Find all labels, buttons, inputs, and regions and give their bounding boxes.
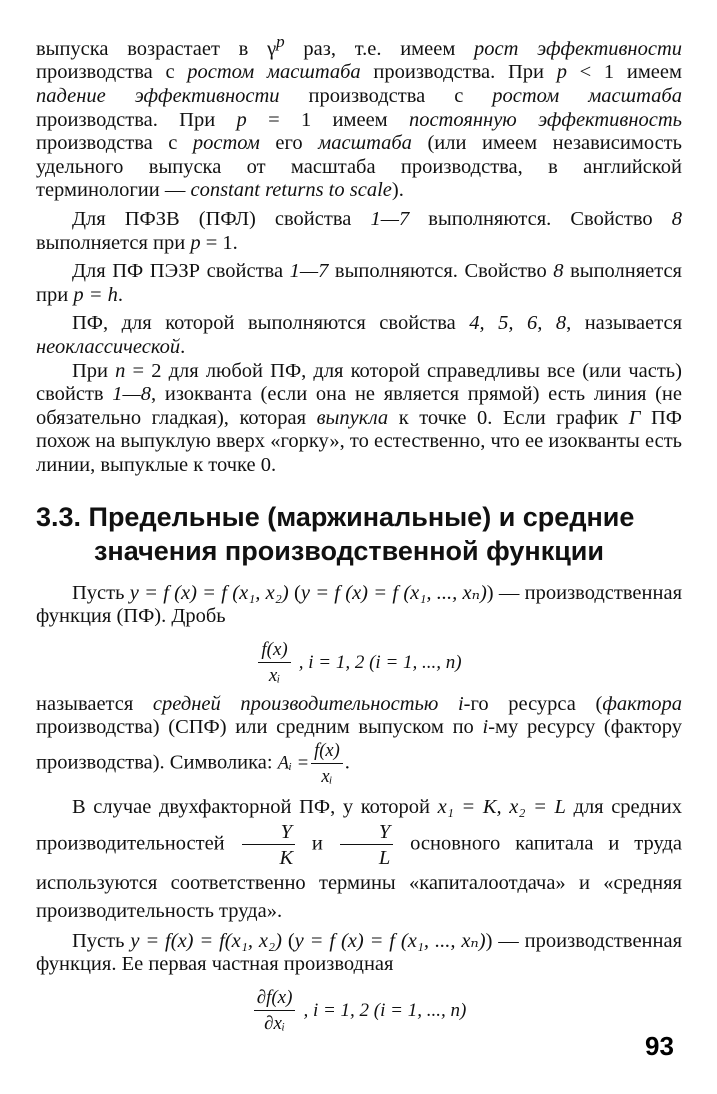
formula-tail: , i = 1, 2 (i = 1, ..., n)	[298, 651, 462, 673]
fraction	[258, 639, 290, 687]
symbol-a-i: Aᵢ =	[277, 753, 310, 774]
heading-line-1: 3.3. Предельные (маржинальные) и средние	[36, 501, 635, 532]
text: , изокванта (если она не является прямой) есть линия (не обязательно гладкая), которая	[36, 383, 682, 429]
text: ПФ похож на выпуклую вверх «горку», то естественно, что ее изокванты есть линии, выпуклые к точке 0.	[36, 406, 682, 476]
text: n	[115, 359, 126, 382]
formula-average-product	[36, 639, 682, 687]
text: (	[288, 581, 301, 604]
fraction	[254, 987, 296, 1035]
text: ростом масштаба	[187, 61, 361, 84]
text: Для ПФЗВ (ПФЛ) свойства	[72, 207, 371, 230]
paragraph-two-factor	[36, 793, 682, 925]
text: p	[276, 32, 285, 51]
paragraph-pfzv	[36, 208, 682, 255]
text: = 1.	[200, 231, 238, 254]
text: -му ресурсу (фактору производства). Символика:	[36, 716, 682, 774]
formula-marginal-product	[36, 987, 682, 1035]
text: = 1 имеем	[246, 108, 409, 131]
text: масштаба	[318, 132, 412, 155]
text: выпуска возрастает в γ	[36, 37, 277, 60]
text: производства. При	[36, 108, 237, 131]
text: 1—7	[289, 260, 329, 283]
fraction-denominator: L	[378, 846, 391, 869]
text: Пусть	[72, 581, 130, 604]
text: 8	[671, 207, 682, 230]
text: < 1 имеем	[566, 61, 682, 84]
fraction-denominator: xᵢ	[321, 766, 333, 787]
text: i	[482, 716, 489, 739]
text: и	[296, 832, 338, 855]
heading-line-2: значения производственной функции	[94, 535, 605, 566]
text: ПФ, для которой выполняются свойства	[72, 312, 470, 335]
paragraph-isoquant	[36, 360, 682, 478]
text: выполняется при	[36, 231, 191, 254]
text: 1—8	[112, 383, 152, 406]
text: постоянную эффективность	[408, 108, 682, 131]
text: 4, 5, 6, 8	[469, 312, 567, 335]
text: выполняются. Свойство	[409, 207, 672, 230]
text: к точке 0. Если график	[388, 406, 629, 429]
text: его	[259, 132, 319, 155]
text: ростом	[192, 132, 260, 155]
text: p	[190, 231, 201, 254]
text: .	[117, 283, 124, 306]
paragraph-partial-derivative	[36, 930, 682, 977]
section-heading	[36, 500, 682, 568]
text: называется	[36, 692, 153, 715]
fraction-numerator: ∂f(x)	[254, 987, 296, 1011]
text: производства. При	[360, 61, 557, 84]
paragraph-average-productivity	[36, 693, 682, 788]
text: основного капитала и труда используются соответственно термины «капиталоотдача» и «средняя производительность труда».	[36, 832, 682, 922]
text: рост эффективности	[474, 37, 682, 60]
fraction-numerator: f(x)	[311, 740, 343, 764]
fraction-numerator: f(x)	[258, 639, 290, 663]
term: средней производительностью i	[152, 692, 464, 715]
text: производства) (СПФ) или средним выпуском по	[36, 716, 483, 739]
paragraph-pezr	[36, 260, 682, 307]
text: производства с	[36, 61, 188, 84]
fraction-numerator: Y	[242, 821, 295, 845]
text: ростом масштаба	[492, 85, 682, 108]
formula-inline: y = f (x) = f (x₁, ..., xₙ)	[294, 929, 486, 952]
fraction-y-k	[242, 821, 295, 869]
fraction-denominator: ∂xᵢ	[264, 1013, 285, 1035]
text: выполняются. Свойство	[328, 260, 554, 283]
text: -го ресурса (	[463, 692, 603, 715]
text: (	[281, 929, 295, 952]
text: ) — производственная функция. Ее первая частная производная	[36, 929, 683, 976]
term: фактора	[602, 692, 683, 715]
text: ) — производственная функция (ПФ). Дробь	[36, 581, 682, 628]
text: производства с	[279, 85, 493, 108]
text: = 2 для любой ПФ, для которой справедливы все (или часть) свойств	[36, 359, 682, 406]
text: раз, т.е. имеем	[284, 37, 475, 60]
text: p	[236, 108, 247, 131]
text: Пусть	[72, 929, 131, 952]
fraction	[311, 740, 343, 788]
text: выпукла	[316, 406, 389, 429]
text: p = h	[73, 283, 118, 306]
text: ).	[391, 179, 404, 202]
text: выполняется при	[36, 260, 682, 306]
text: Для ПФ ПЭЗР свойства	[72, 260, 290, 283]
formula-inline: y = f (x) = f (x₁, ..., xₙ)	[300, 581, 487, 604]
text: p	[556, 61, 567, 84]
paragraph-pf-definition	[36, 582, 682, 629]
paragraph-returns-to-scale	[36, 30, 682, 203]
text: 1—7	[370, 207, 410, 230]
fraction-numerator: Y	[340, 821, 393, 845]
fraction-denominator: xᵢ	[268, 664, 281, 686]
text: производства с	[36, 132, 193, 155]
page-number: 93	[645, 1031, 674, 1061]
text: .	[180, 335, 186, 358]
text: , называется	[566, 312, 682, 335]
text: 8	[553, 260, 564, 283]
text: (или имеем независимость удельного выпуска от масштаба производства, в английской терминологии —	[36, 132, 682, 202]
formula-inline: y = f (x) = f (x₁, x₂)	[129, 581, 289, 604]
formula-inline: y = f(x) = f(x₁, x₂)	[130, 929, 282, 952]
text: неоклассической	[36, 335, 181, 358]
text: падение эффективности	[36, 85, 280, 108]
fraction-y-l	[340, 821, 393, 869]
text: для средних производительностей	[36, 795, 683, 855]
text: При	[72, 359, 116, 382]
paragraph-neoclassical	[36, 312, 682, 359]
text: .	[344, 751, 350, 774]
text: constant returns to scale	[190, 179, 392, 202]
formula-tail: , i = 1, 2 (i = 1, ..., n)	[303, 1000, 467, 1022]
fraction-denominator: K	[279, 846, 294, 869]
text: Г	[628, 406, 641, 429]
formula-inline: x₁ = K, x₂ = L	[437, 795, 566, 818]
text: В случае двухфакторной ПФ, у которой	[72, 795, 438, 818]
page-body	[36, 30, 682, 1041]
